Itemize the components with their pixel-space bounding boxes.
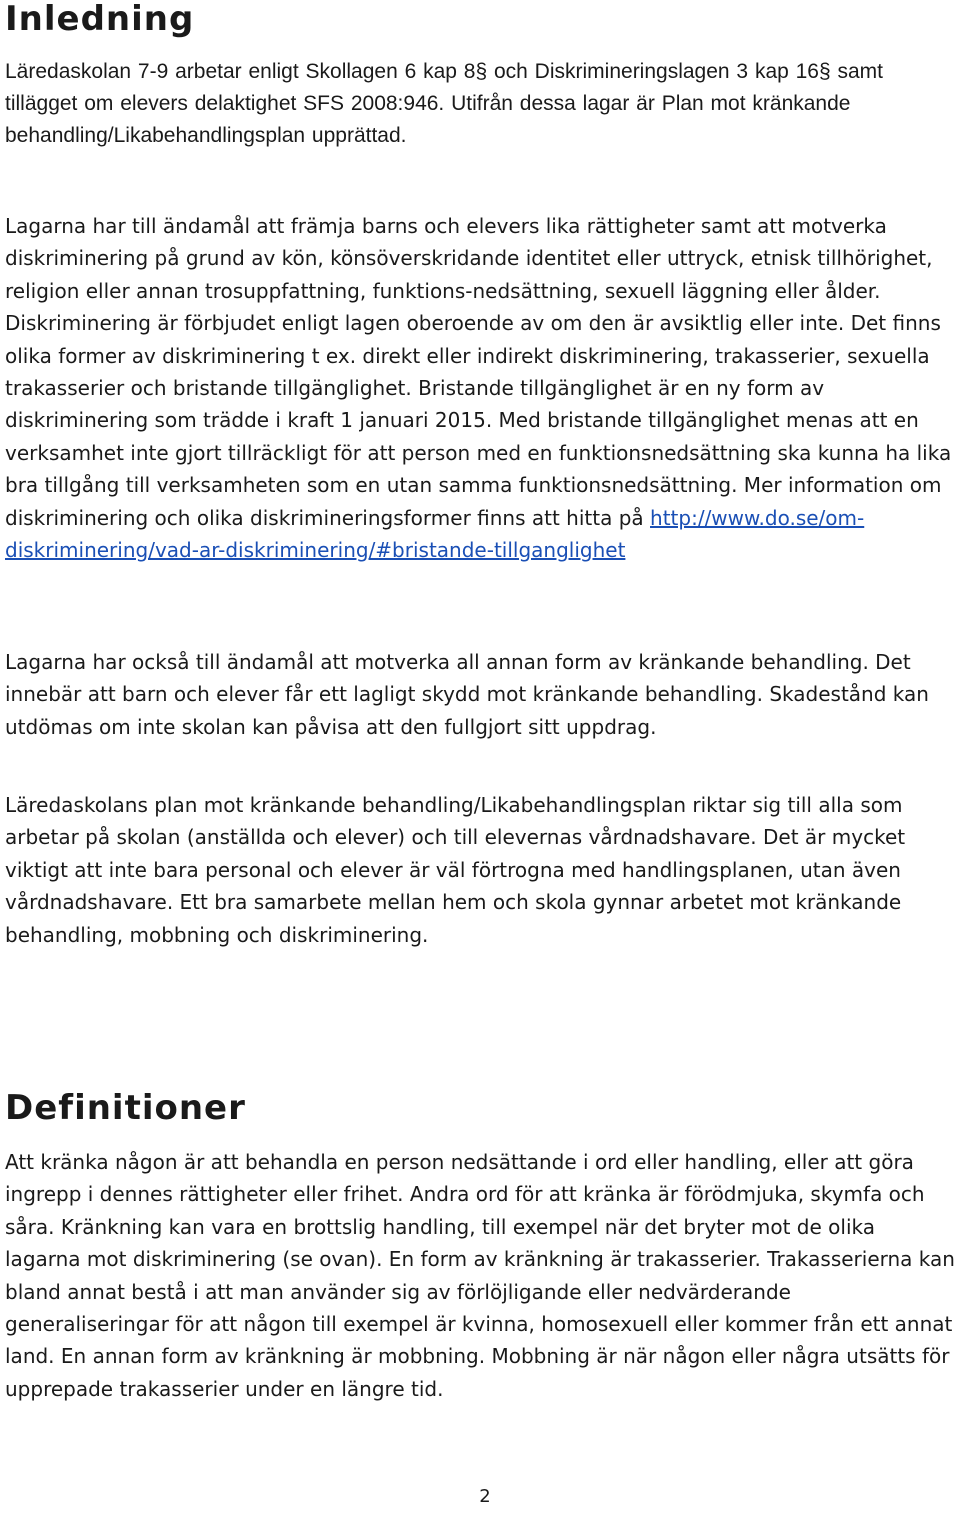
- page-number: 2: [479, 1486, 491, 1507]
- paragraph-lagarna: [5, 210, 955, 566]
- paragraph-intro: Läredaskolan 7-9 arbetar enligt Skollagen 6 kap 8§ och Diskrimineringslagen 3 kap 16§ samt tillägget om elevers delaktighet SFS 2008:946. Utifrån dessa lagar är Plan mot kränkande behandling/Likabehandlingsplan upprättad.: [5, 60, 884, 147]
- paragraph-plan: Läredaskolans plan mot kränkande behandling/Likabehandlingsplan riktar sig till alla som arbetar på skolan (anställda och elever) och till elevernas vårdnadshavare. Det är mycket viktigt att inte bara personal och elever är väl förtrogna med handlingsplanen, utan även vårdnadshavare. Ett bra samarbete mellan hem och skola gynnar arbetet mot kränkande behandling, mobbning och diskriminering.: [5, 793, 906, 947]
- paragraph-definition: Att kränka någon är att behandla en person nedsättande i ord eller handling, eller att göra ingrepp i dennes rättigheter eller frihet. Andra ord för att kränka är förödmjuka, skymfa och såra. Kränkning kan vara en brottslig handling, till exempel när det bryter mot de olika lagarna mot diskriminering (se ovan). En form av kränkning är trakasserier. Trakasserierna kan bland annat bestå i att man använder sig av förlöjligande eller nedvärderande generaliseringar för att någon till exempel är kvinna, homosexuell eller kommer från ett annat land. En annan form av kränkning är mobbning. Mobbning är när någon eller några utsätts för upprepade trakasserier under en längre tid.: [5, 1150, 955, 1401]
- paragraph-ocksa: Lagarna har också till ändamål att motverka all annan form av kränkande behandling. Det innebär att barn och elever får ett lagligt skydd mot kränkande behandling. Skadestånd kan utdömas om inte skolan kan påvisa att den fullgjort sitt uppdrag.: [5, 650, 929, 739]
- do-link[interactable]: http://www.do.se/om-diskriminering/vad-ar-diskriminering/#bristande-tillganglighet: [5, 505, 865, 563]
- heading-definitioner: Definitioner: [5, 1088, 246, 1128]
- heading-inledning: Inledning: [5, 0, 195, 39]
- paragraph-lagarna-text: Lagarna har till ändamål att främja barns och elevers lika rättigheter samt att motverka diskriminering på grund av kön, könsöverskridande identitet eller uttryck, etnisk tillhörighet, religion eller annan trosuppfattning, funktions-nedsättning, sexuell läggning eller ålder. Diskriminering är förbjudet enligt lagen oberoende av om den är avsiktlig eller inte. Det finns olika former av diskriminering t ex. direkt eller indirekt diskriminering, trakasserier, sexuella trakasserier och bristande tillgänglighet. Bristande tillgänglighet är en ny form av diskriminering som trädde i kraft 1 januari 2015. Med bristande tillgänglighet menas att en verksamhet inte gjort tillräckligt för att person med en funktionsnedsättning ska kunna ha lika bra tillgång till verksamheten som en utan samma funktionsnedsättning. Mer information om diskriminering och olika diskrimineringsformer finns att hitta på: [5, 214, 952, 530]
